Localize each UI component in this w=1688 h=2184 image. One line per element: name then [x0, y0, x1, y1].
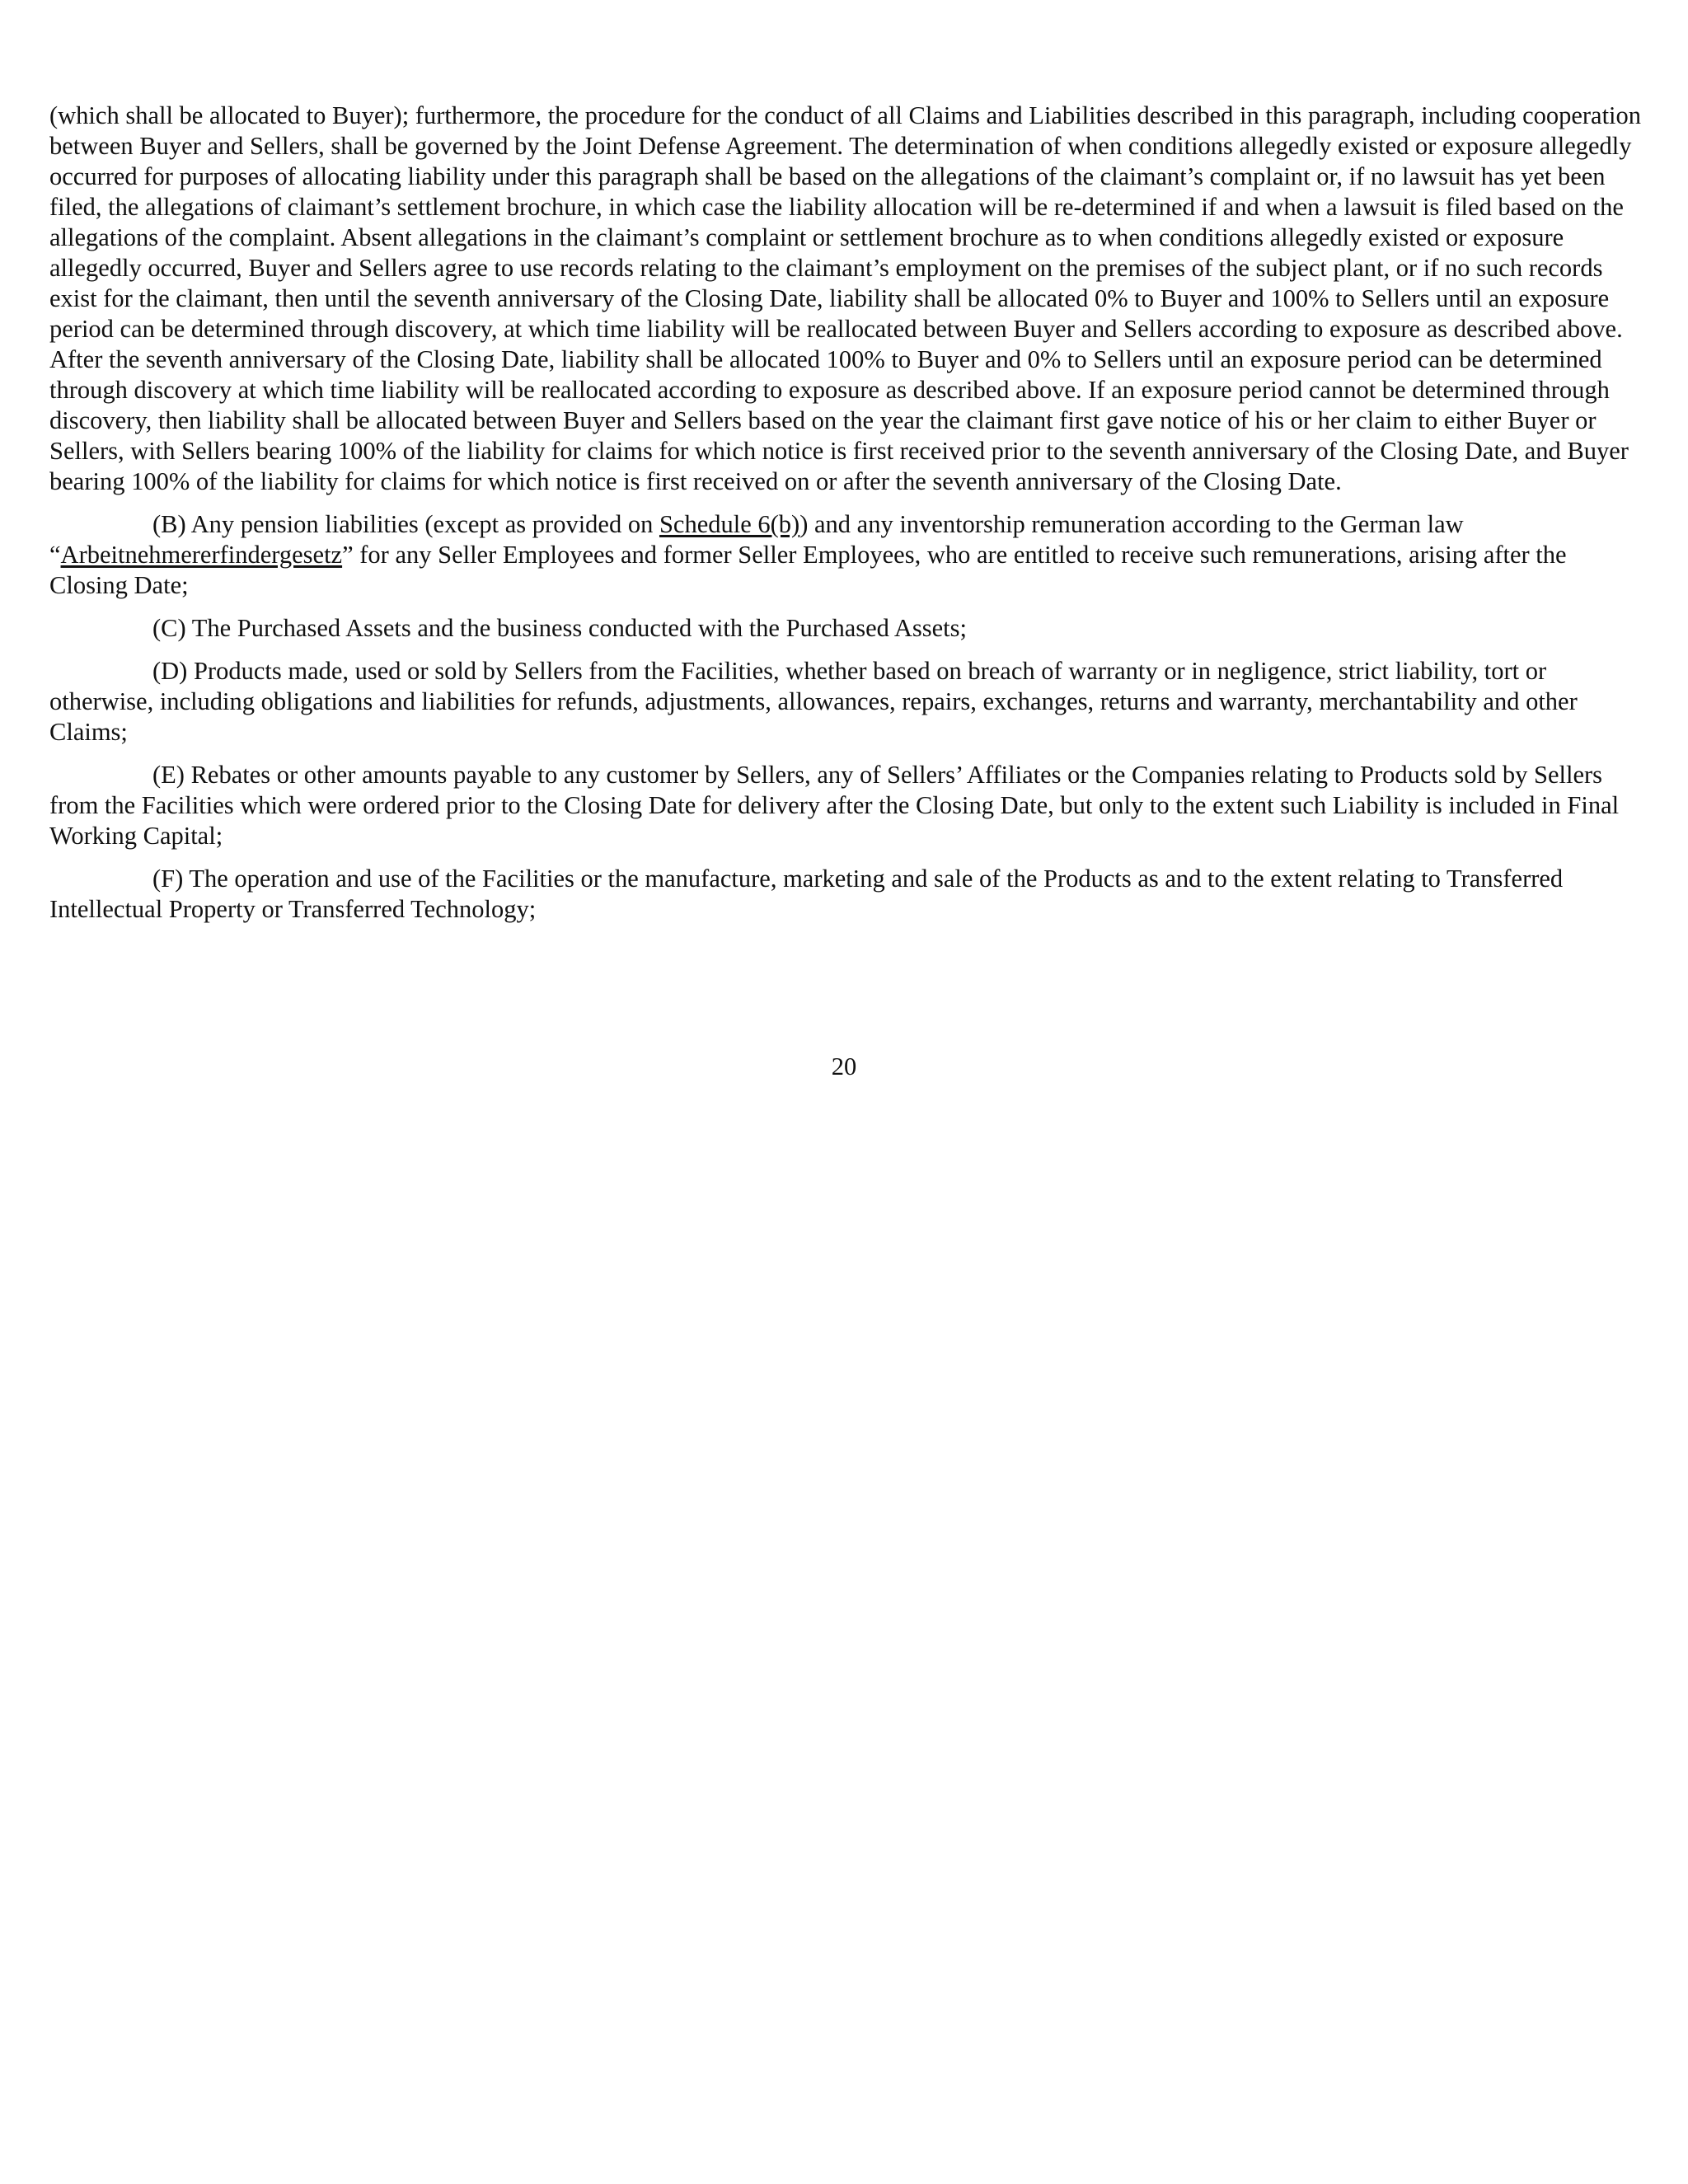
german-law-term: Arbeitnehmererfindergesetz [60, 541, 343, 569]
paragraph-b-text-2: ) and any inventorship remuneration according to the German law “ [49, 510, 1464, 569]
paragraph-continuation: (which shall be allocated to Buyer); furthermore, the procedure for the conduct of all Claims and Liabilities described in this paragraph, including cooperation between Buyer and Sellers, shall be governed by the Joint Defense Agreement. The determination of when conditions allegedly existed or exposure allegedly occurred for purposes of allocating liability under this paragraph shall be based on the allegations of the claimant’s complaint or, if no lawsuit has yet been filed, the allegations of claimant’s settlement brochure, in which case the liability allocation will be re-determined if and when a lawsuit is filed based on the allegations of the complaint. Absent allegations in the claimant’s complaint or settlement brochure as to when conditions allegedly existed or exposure allegedly occurred, Buyer and Sellers agree to use records relating to the claimant’s employment on the premises of the subject plant, or if no such records exist for the claimant, then until the seventh anniversary of the Closing Date, liability shall be allocated 0% to Buyer and 100% to Sellers until an exposure period can be determined through discovery, at which time liability will be reallocated between Buyer and Sellers according to exposure as described above. After the seventh anniversary of the Closing Date, liability shall be allocated 100% to Buyer and 0% to Sellers until an exposure period can be determined through discovery at which time liability will be reallocated according to exposure as described above. If an exposure period cannot be determined through discovery, then liability shall be allocated between Buyer and Sellers based on the year the claimant first gave notice of his or her claim to either Buyer or Sellers, with Sellers bearing 100% of the liability for claims for which notice is first received prior to the seventh anniversary of the Closing Date, and Buyer bearing 100% of the liability for claims for which notice is first received on or after the seventh anniversary of the Closing Date. [49, 101, 1642, 495]
document-body [49, 101, 1647, 925]
schedule-6b-reference: Schedule 6(b) [659, 510, 800, 538]
paragraph-b-text-1: (B) Any pension liabilities (except as provided on [152, 510, 659, 538]
paragraph-c: (C) The Purchased Assets and the business conducted with the Purchased Assets; [152, 614, 967, 642]
paragraph-b [49, 509, 1647, 601]
paragraph-e: (E) Rebates or other amounts payable to any customer by Sellers, any of Sellers’ Affiliates or the Companies relating to Products sold by Sellers from the Facilities which were ordered prior to the Closing Date for delivery after the Closing Date, but only to the extent such Liability is included in Final Working Capital; [49, 761, 1620, 850]
paragraph-d: (D) Products made, used or sold by Sellers from the Facilities, whether based on breach of warranty or in negligence, strict liability, tort or otherwise, including obligations and liabilities for refunds, adjustments, allowances, repairs, exchanges, returns and warranty, merchantability and other Claims; [49, 657, 1578, 746]
paragraph-b-text-3: ” for any Seller Employees and former Seller Employees, who are entitled to receive such remunerations, arising after the Closing Date; [49, 541, 1567, 599]
page-number: 20 [831, 1052, 857, 1080]
paragraph-f: (F) The operation and use of the Facilities or the manufacture, marketing and sale of the Products as and to the extent relating to Transferred Intellectual Property or Transferred Technology; [49, 865, 1564, 923]
